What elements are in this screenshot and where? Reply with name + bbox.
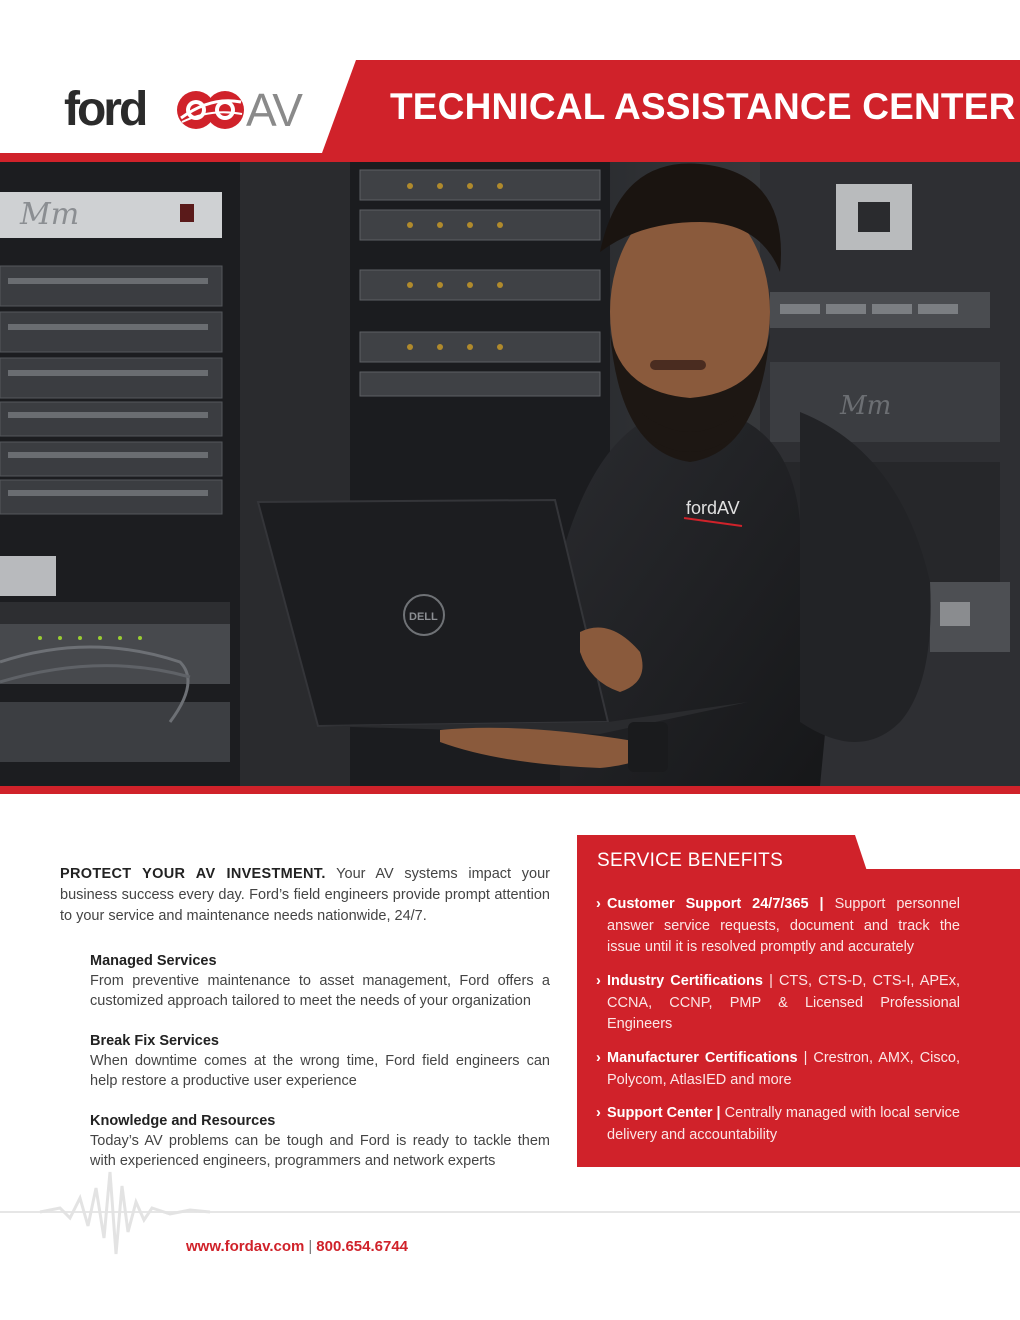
service-managed [90, 951, 550, 1011]
website-link[interactable]: www.fordav.com [186, 1238, 305, 1255]
benefit-manufacturer-certifications [596, 1048, 960, 1091]
benefit-text: | CTS, CTS-D, CTS-I, APEx, CCNA, CCNP, PMP & Licensed Professional Engineers [607, 973, 960, 1032]
benefit-text: Centrally managed with local service delivery and accountability [607, 1105, 960, 1143]
phone-number[interactable]: 800.654.6744 [316, 1238, 409, 1255]
service-description: Today’s AV problems can be tough and Ford is ready to tackle them with experienced engineers, programmers and network experts [90, 1133, 550, 1169]
benefit-text: | Crestron, AMX, Cisco, Polycom, AtlasIED and more [607, 1050, 960, 1088]
server-room-illustration [0, 162, 1020, 786]
benefit-title: Manufacturer Certifications [607, 1050, 798, 1066]
hero-photo [0, 162, 1020, 786]
benefit-title: Customer Support 24/7/365 | [607, 896, 824, 912]
svg-text:Mm: Mm [20, 197, 80, 232]
service-description: From preventive maintenance to asset management, Ford offers a customized approach tailored to meet the needs of your organization [90, 973, 550, 1009]
logo-ford-text: ford [64, 83, 146, 136]
service-description: When downtime comes at the wrong time, Ford field engineers can help restore a productive user experience [90, 1053, 550, 1089]
chevron-right-icon: › [596, 1050, 601, 1066]
svg-text:Mm: Mm [840, 391, 892, 421]
photo-divider [0, 786, 1020, 794]
page-header [0, 0, 1020, 162]
shirt-logo: fordAV [686, 498, 740, 518]
intro-paragraph [60, 864, 550, 927]
service-title: Managed Services [90, 953, 217, 969]
footer-separator: | [308, 1238, 313, 1255]
benefit-support-center [596, 1103, 960, 1146]
chevron-right-icon: › [596, 973, 601, 989]
benefits-heading: SERVICE BENEFITS [597, 850, 784, 871]
service-knowledge [90, 1111, 550, 1171]
laptop-logo: DELL [409, 611, 438, 623]
benefit-title: Support Center | [607, 1105, 721, 1121]
service-title: Break Fix Services [90, 1033, 219, 1049]
footer-contact [186, 1238, 408, 1255]
service-title: Knowledge and Resources [90, 1113, 276, 1129]
header-divider [0, 153, 1020, 162]
benefit-text: Support personnel answer service requests, document and track the issue until it is resolved promptly and accurately [607, 896, 961, 955]
ford-av-logo [64, 80, 304, 140]
chevron-right-icon: › [596, 896, 601, 912]
benefit-industry-certifications [596, 971, 960, 1036]
logo-rings-icon [176, 88, 246, 132]
page-title: TECHNICAL ASSISTANCE CENTER [390, 86, 1016, 127]
chevron-right-icon: › [596, 1105, 601, 1121]
intro-lead: PROTECT YOUR AV INVESTMENT. [60, 866, 326, 882]
sound-wave-decoration [0, 1168, 1020, 1268]
service-break-fix [90, 1031, 550, 1091]
benefit-title: Industry Certifications [607, 973, 763, 989]
logo-av-text: AV [246, 84, 302, 136]
intro-body: Your AV systems impact your business success every day. Ford’s field engineers provide prompt attention to your service and maintenance needs nationwide, 24/7. [60, 866, 551, 924]
benefit-customer-support [596, 894, 960, 959]
